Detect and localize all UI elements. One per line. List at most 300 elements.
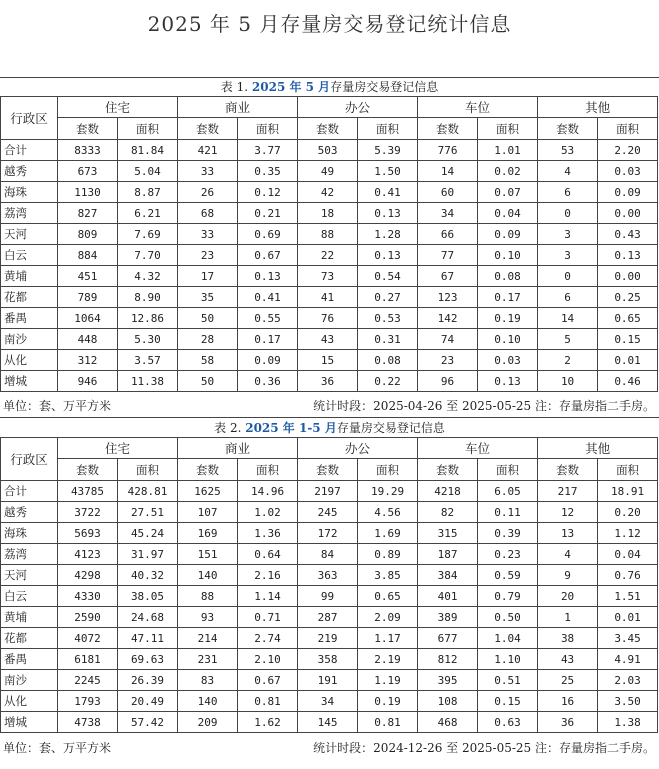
- area-cell: 0.51: [478, 670, 538, 691]
- area-cell: 3.50: [598, 691, 658, 712]
- count-cell: 96: [418, 371, 478, 392]
- area-cell: 0.09: [238, 350, 298, 371]
- category-header: 办公: [298, 97, 418, 118]
- area-cell: 0.67: [238, 670, 298, 691]
- district-cell: 海珠: [1, 523, 58, 544]
- count-cell: 25: [538, 670, 598, 691]
- area-cell: 1.04: [478, 628, 538, 649]
- count-cell: 10: [538, 371, 598, 392]
- area-cell: 11.38: [118, 371, 178, 392]
- count-cell: 3: [538, 224, 598, 245]
- area-cell: 0.59: [478, 565, 538, 586]
- count-cell: 789: [58, 287, 118, 308]
- count-cell: 14: [538, 308, 598, 329]
- count-cell: 88: [298, 224, 358, 245]
- count-cell: 4072: [58, 628, 118, 649]
- area-cell: 2.74: [238, 628, 298, 649]
- category-header: 其他: [538, 97, 658, 118]
- district-cell: 从化: [1, 350, 58, 371]
- area-header: 面积: [238, 459, 298, 481]
- area-cell: 0.79: [478, 586, 538, 607]
- area-cell: 2.10: [238, 649, 298, 670]
- count-cell: 468: [418, 712, 478, 733]
- area-cell: 0.13: [238, 266, 298, 287]
- table-row: [1, 523, 658, 544]
- count-cell: 4738: [58, 712, 118, 733]
- table-2-caption: [0, 420, 659, 436]
- area-cell: 0.63: [478, 712, 538, 733]
- count-cell: 1130: [58, 182, 118, 203]
- area-cell: 1.17: [358, 628, 418, 649]
- count-cell: 73: [298, 266, 358, 287]
- district-cell: 荔湾: [1, 203, 58, 224]
- area-cell: 0.10: [478, 329, 538, 350]
- area-header: 面积: [598, 118, 658, 140]
- count-cell: 809: [58, 224, 118, 245]
- district-cell: 合计: [1, 140, 58, 161]
- table-row: [1, 308, 658, 329]
- count-cell: 776: [418, 140, 478, 161]
- count-cell: 35: [178, 287, 238, 308]
- area-cell: 2.19: [358, 649, 418, 670]
- area-cell: 6.21: [118, 203, 178, 224]
- area-cell: 0.36: [238, 371, 298, 392]
- category-header: 办公: [298, 438, 418, 459]
- table-2-notes: [0, 740, 657, 757]
- divider: [0, 417, 659, 418]
- count-cell: 4218: [418, 481, 478, 502]
- count-cell: 88: [178, 586, 238, 607]
- area-cell: 69.63: [118, 649, 178, 670]
- count-cell: 58: [178, 350, 238, 371]
- area-cell: 0.13: [598, 245, 658, 266]
- count-cell: 812: [418, 649, 478, 670]
- count-cell: 43: [298, 329, 358, 350]
- area-cell: 0.03: [478, 350, 538, 371]
- count-cell: 50: [178, 371, 238, 392]
- table-row: [1, 224, 658, 245]
- area-cell: 1.19: [358, 670, 418, 691]
- area-cell: 1.50: [358, 161, 418, 182]
- area-cell: 1.28: [358, 224, 418, 245]
- area-cell: 47.11: [118, 628, 178, 649]
- area-cell: 0.23: [478, 544, 538, 565]
- count-cell: 673: [58, 161, 118, 182]
- area-cell: 0.08: [478, 266, 538, 287]
- area-cell: 1.01: [478, 140, 538, 161]
- count-cell: 42: [298, 182, 358, 203]
- area-cell: 1.51: [598, 586, 658, 607]
- count-cell: 3722: [58, 502, 118, 523]
- table-1-notes: [0, 398, 657, 415]
- district-cell: 南沙: [1, 329, 58, 350]
- area-cell: 20.49: [118, 691, 178, 712]
- district-cell: 荔湾: [1, 544, 58, 565]
- area-cell: 0.35: [238, 161, 298, 182]
- count-cell: 187: [418, 544, 478, 565]
- count-cell: 2197: [298, 481, 358, 502]
- area-cell: 14.96: [238, 481, 298, 502]
- area-header: 面积: [118, 118, 178, 140]
- count-cell: 36: [538, 712, 598, 733]
- count-cell: 6181: [58, 649, 118, 670]
- area-cell: 0.64: [238, 544, 298, 565]
- area-header: 面积: [118, 459, 178, 481]
- area-cell: 0.19: [478, 308, 538, 329]
- count-cell: 74: [418, 329, 478, 350]
- area-cell: 6.05: [478, 481, 538, 502]
- count-cell: 76: [298, 308, 358, 329]
- count-cell: 22: [298, 245, 358, 266]
- category-header: 商业: [178, 438, 298, 459]
- area-cell: 0.41: [358, 182, 418, 203]
- table-row: [1, 586, 658, 607]
- count-cell: 38: [538, 628, 598, 649]
- count-cell: 140: [178, 565, 238, 586]
- area-cell: 0.67: [238, 245, 298, 266]
- area-cell: 2.09: [358, 607, 418, 628]
- count-cell: 34: [418, 203, 478, 224]
- area-cell: 81.84: [118, 140, 178, 161]
- area-header: 面积: [598, 459, 658, 481]
- count-cell: 2: [538, 350, 598, 371]
- area-cell: 1.62: [238, 712, 298, 733]
- count-cell: 26: [178, 182, 238, 203]
- count-cell: 123: [418, 287, 478, 308]
- area-cell: 1.12: [598, 523, 658, 544]
- district-cell: 越秀: [1, 502, 58, 523]
- area-cell: 7.69: [118, 224, 178, 245]
- count-cell: 358: [298, 649, 358, 670]
- count-cell: 172: [298, 523, 358, 544]
- table-1-caption: [0, 79, 659, 95]
- district-cell: 海珠: [1, 182, 58, 203]
- area-cell: 0.46: [598, 371, 658, 392]
- table-row: [1, 670, 658, 691]
- table-row: [1, 502, 658, 523]
- area-header: 面积: [478, 118, 538, 140]
- area-cell: 3.85: [358, 565, 418, 586]
- table-row: [1, 245, 658, 266]
- area-cell: 0.01: [598, 607, 658, 628]
- area-cell: 18.91: [598, 481, 658, 502]
- count-cell: 43: [538, 649, 598, 670]
- count-cell: 60: [418, 182, 478, 203]
- area-cell: 2.16: [238, 565, 298, 586]
- area-cell: 0.53: [358, 308, 418, 329]
- area-cell: 0.20: [598, 502, 658, 523]
- caption-suffix: 存量房交易登记信息: [330, 80, 439, 94]
- area-cell: 0.55: [238, 308, 298, 329]
- caption-prefix: 表 1.: [220, 80, 252, 94]
- count-cell: 946: [58, 371, 118, 392]
- count-cell: 9: [538, 565, 598, 586]
- count-cell: 53: [538, 140, 598, 161]
- count-header: 套数: [538, 459, 598, 481]
- count-cell: 151: [178, 544, 238, 565]
- table-1: [0, 96, 658, 392]
- count-cell: 2245: [58, 670, 118, 691]
- area-cell: 0.00: [598, 203, 658, 224]
- count-cell: 82: [418, 502, 478, 523]
- district-cell: 黄埔: [1, 607, 58, 628]
- table-row: [1, 649, 658, 670]
- table-row: [1, 350, 658, 371]
- table-row: [1, 182, 658, 203]
- count-cell: 503: [298, 140, 358, 161]
- area-header: 面积: [358, 459, 418, 481]
- area-cell: 0.15: [598, 329, 658, 350]
- divider: [0, 77, 659, 78]
- count-cell: 140: [178, 691, 238, 712]
- category-header: 其他: [538, 438, 658, 459]
- area-cell: 1.02: [238, 502, 298, 523]
- count-cell: 15: [298, 350, 358, 371]
- count-cell: 14: [418, 161, 478, 182]
- page-title: 2025 年 5 月存量房交易登记统计信息: [147, 12, 512, 36]
- count-cell: 36: [298, 371, 358, 392]
- count-cell: 6: [538, 287, 598, 308]
- area-cell: 8.90: [118, 287, 178, 308]
- area-cell: 2.20: [598, 140, 658, 161]
- count-cell: 209: [178, 712, 238, 733]
- district-cell: 合计: [1, 481, 58, 502]
- table-row: [1, 481, 658, 502]
- count-cell: 83: [178, 670, 238, 691]
- area-cell: 0.65: [598, 308, 658, 329]
- area-cell: 0.43: [598, 224, 658, 245]
- area-cell: 0.01: [598, 350, 658, 371]
- count-cell: 0: [538, 266, 598, 287]
- count-cell: 1625: [178, 481, 238, 502]
- count-header: 套数: [418, 118, 478, 140]
- count-cell: 12: [538, 502, 598, 523]
- count-cell: 827: [58, 203, 118, 224]
- district-cell: 越秀: [1, 161, 58, 182]
- count-cell: 13: [538, 523, 598, 544]
- area-header: 面积: [238, 118, 298, 140]
- count-header: 套数: [298, 118, 358, 140]
- area-cell: 0.13: [358, 203, 418, 224]
- area-cell: 0.02: [478, 161, 538, 182]
- area-cell: 0.76: [598, 565, 658, 586]
- category-header: 商业: [178, 97, 298, 118]
- area-cell: 1.10: [478, 649, 538, 670]
- area-cell: 0.31: [358, 329, 418, 350]
- count-cell: 34: [298, 691, 358, 712]
- district-cell: 花都: [1, 628, 58, 649]
- category-header: 车位: [418, 97, 538, 118]
- area-cell: 57.42: [118, 712, 178, 733]
- count-cell: 214: [178, 628, 238, 649]
- count-cell: 363: [298, 565, 358, 586]
- count-cell: 108: [418, 691, 478, 712]
- area-cell: 0.04: [598, 544, 658, 565]
- count-cell: 20: [538, 586, 598, 607]
- category-header: 住宅: [58, 438, 178, 459]
- area-cell: 45.24: [118, 523, 178, 544]
- count-cell: 5693: [58, 523, 118, 544]
- count-cell: 231: [178, 649, 238, 670]
- district-cell: 白云: [1, 586, 58, 607]
- district-cell: 黄埔: [1, 266, 58, 287]
- count-cell: 421: [178, 140, 238, 161]
- district-header: 行政区: [1, 438, 58, 481]
- period-note: 统计时段：2024-12-26 至 2025-05-25 注：存量房指二手房。: [313, 741, 655, 755]
- district-cell: 番禺: [1, 649, 58, 670]
- count-cell: 312: [58, 350, 118, 371]
- area-cell: 0.17: [238, 329, 298, 350]
- count-cell: 287: [298, 607, 358, 628]
- count-cell: 4: [538, 161, 598, 182]
- area-cell: 0.12: [238, 182, 298, 203]
- count-cell: 142: [418, 308, 478, 329]
- count-cell: 2590: [58, 607, 118, 628]
- table-row: [1, 161, 658, 182]
- area-cell: 0.69: [238, 224, 298, 245]
- table-row: [1, 691, 658, 712]
- count-cell: 4: [538, 544, 598, 565]
- count-cell: 33: [178, 161, 238, 182]
- count-cell: 23: [178, 245, 238, 266]
- count-cell: 4298: [58, 565, 118, 586]
- area-cell: 4.91: [598, 649, 658, 670]
- area-cell: 428.81: [118, 481, 178, 502]
- area-cell: 1.36: [238, 523, 298, 544]
- count-cell: 77: [418, 245, 478, 266]
- area-cell: 5.30: [118, 329, 178, 350]
- count-cell: 99: [298, 586, 358, 607]
- table-row: [1, 544, 658, 565]
- count-cell: 451: [58, 266, 118, 287]
- area-cell: 0.03: [598, 161, 658, 182]
- area-cell: 0.15: [478, 691, 538, 712]
- area-cell: 0.50: [478, 607, 538, 628]
- district-cell: 增城: [1, 712, 58, 733]
- count-header: 套数: [178, 118, 238, 140]
- table-row: [1, 329, 658, 350]
- caption-suffix: 存量房交易登记信息: [336, 421, 445, 435]
- category-header: 车位: [418, 438, 538, 459]
- count-cell: 84: [298, 544, 358, 565]
- area-cell: 8.87: [118, 182, 178, 203]
- area-cell: 3.57: [118, 350, 178, 371]
- area-cell: 0.22: [358, 371, 418, 392]
- count-cell: 17: [178, 266, 238, 287]
- area-cell: 0.07: [478, 182, 538, 203]
- count-cell: 4330: [58, 586, 118, 607]
- count-cell: 16: [538, 691, 598, 712]
- count-cell: 169: [178, 523, 238, 544]
- count-cell: 401: [418, 586, 478, 607]
- area-cell: 0.09: [478, 224, 538, 245]
- area-cell: 26.39: [118, 670, 178, 691]
- area-cell: 4.32: [118, 266, 178, 287]
- count-cell: 4123: [58, 544, 118, 565]
- caption-period: 2025 年 1-5 月: [245, 421, 337, 435]
- count-cell: 68: [178, 203, 238, 224]
- unit-note: 单位：套、万平方米: [3, 399, 112, 413]
- area-cell: 0.09: [598, 182, 658, 203]
- area-cell: 0.10: [478, 245, 538, 266]
- count-cell: 395: [418, 670, 478, 691]
- count-cell: 3: [538, 245, 598, 266]
- table-row: [1, 287, 658, 308]
- count-cell: 384: [418, 565, 478, 586]
- area-cell: 0.25: [598, 287, 658, 308]
- table-row: [1, 607, 658, 628]
- period-note: 统计时段：2025-04-26 至 2025-05-25 注：存量房指二手房。: [313, 399, 655, 413]
- area-cell: 31.97: [118, 544, 178, 565]
- category-header: 住宅: [58, 97, 178, 118]
- area-cell: 24.68: [118, 607, 178, 628]
- count-cell: 1: [538, 607, 598, 628]
- district-cell: 白云: [1, 245, 58, 266]
- table-row: [1, 203, 658, 224]
- count-cell: 448: [58, 329, 118, 350]
- table-row: [1, 565, 658, 586]
- district-cell: 南沙: [1, 670, 58, 691]
- district-cell: 天河: [1, 565, 58, 586]
- count-header: 套数: [58, 459, 118, 481]
- area-cell: 0.65: [358, 586, 418, 607]
- caption-prefix: 表 2.: [214, 421, 246, 435]
- district-cell: 增城: [1, 371, 58, 392]
- area-cell: 0.27: [358, 287, 418, 308]
- area-cell: 0.39: [478, 523, 538, 544]
- area-cell: 0.54: [358, 266, 418, 287]
- count-cell: 43785: [58, 481, 118, 502]
- count-cell: 93: [178, 607, 238, 628]
- district-header: 行政区: [1, 97, 58, 140]
- count-cell: 191: [298, 670, 358, 691]
- area-cell: 0.13: [478, 371, 538, 392]
- count-cell: 28: [178, 329, 238, 350]
- area-cell: 4.56: [358, 502, 418, 523]
- count-cell: 5: [538, 329, 598, 350]
- area-cell: 2.03: [598, 670, 658, 691]
- count-cell: 67: [418, 266, 478, 287]
- table-2: [0, 437, 658, 733]
- area-header: 面积: [358, 118, 418, 140]
- area-cell: 0.89: [358, 544, 418, 565]
- caption-period: 2025 年 5 月: [251, 80, 331, 94]
- district-cell: 天河: [1, 224, 58, 245]
- count-cell: 50: [178, 308, 238, 329]
- area-cell: 1.69: [358, 523, 418, 544]
- count-header: 套数: [298, 459, 358, 481]
- count-cell: 884: [58, 245, 118, 266]
- count-cell: 217: [538, 481, 598, 502]
- area-cell: 0.71: [238, 607, 298, 628]
- count-cell: 49: [298, 161, 358, 182]
- area-cell: 0.00: [598, 266, 658, 287]
- area-cell: 1.38: [598, 712, 658, 733]
- area-cell: 0.17: [478, 287, 538, 308]
- area-cell: 0.11: [478, 502, 538, 523]
- count-cell: 18: [298, 203, 358, 224]
- area-cell: 12.86: [118, 308, 178, 329]
- count-cell: 1064: [58, 308, 118, 329]
- area-cell: 40.32: [118, 565, 178, 586]
- table-row: [1, 266, 658, 287]
- area-cell: 7.70: [118, 245, 178, 266]
- unit-note: 单位：套、万平方米: [3, 741, 112, 755]
- count-cell: 6: [538, 182, 598, 203]
- area-cell: 3.45: [598, 628, 658, 649]
- count-cell: 245: [298, 502, 358, 523]
- area-cell: 0.08: [358, 350, 418, 371]
